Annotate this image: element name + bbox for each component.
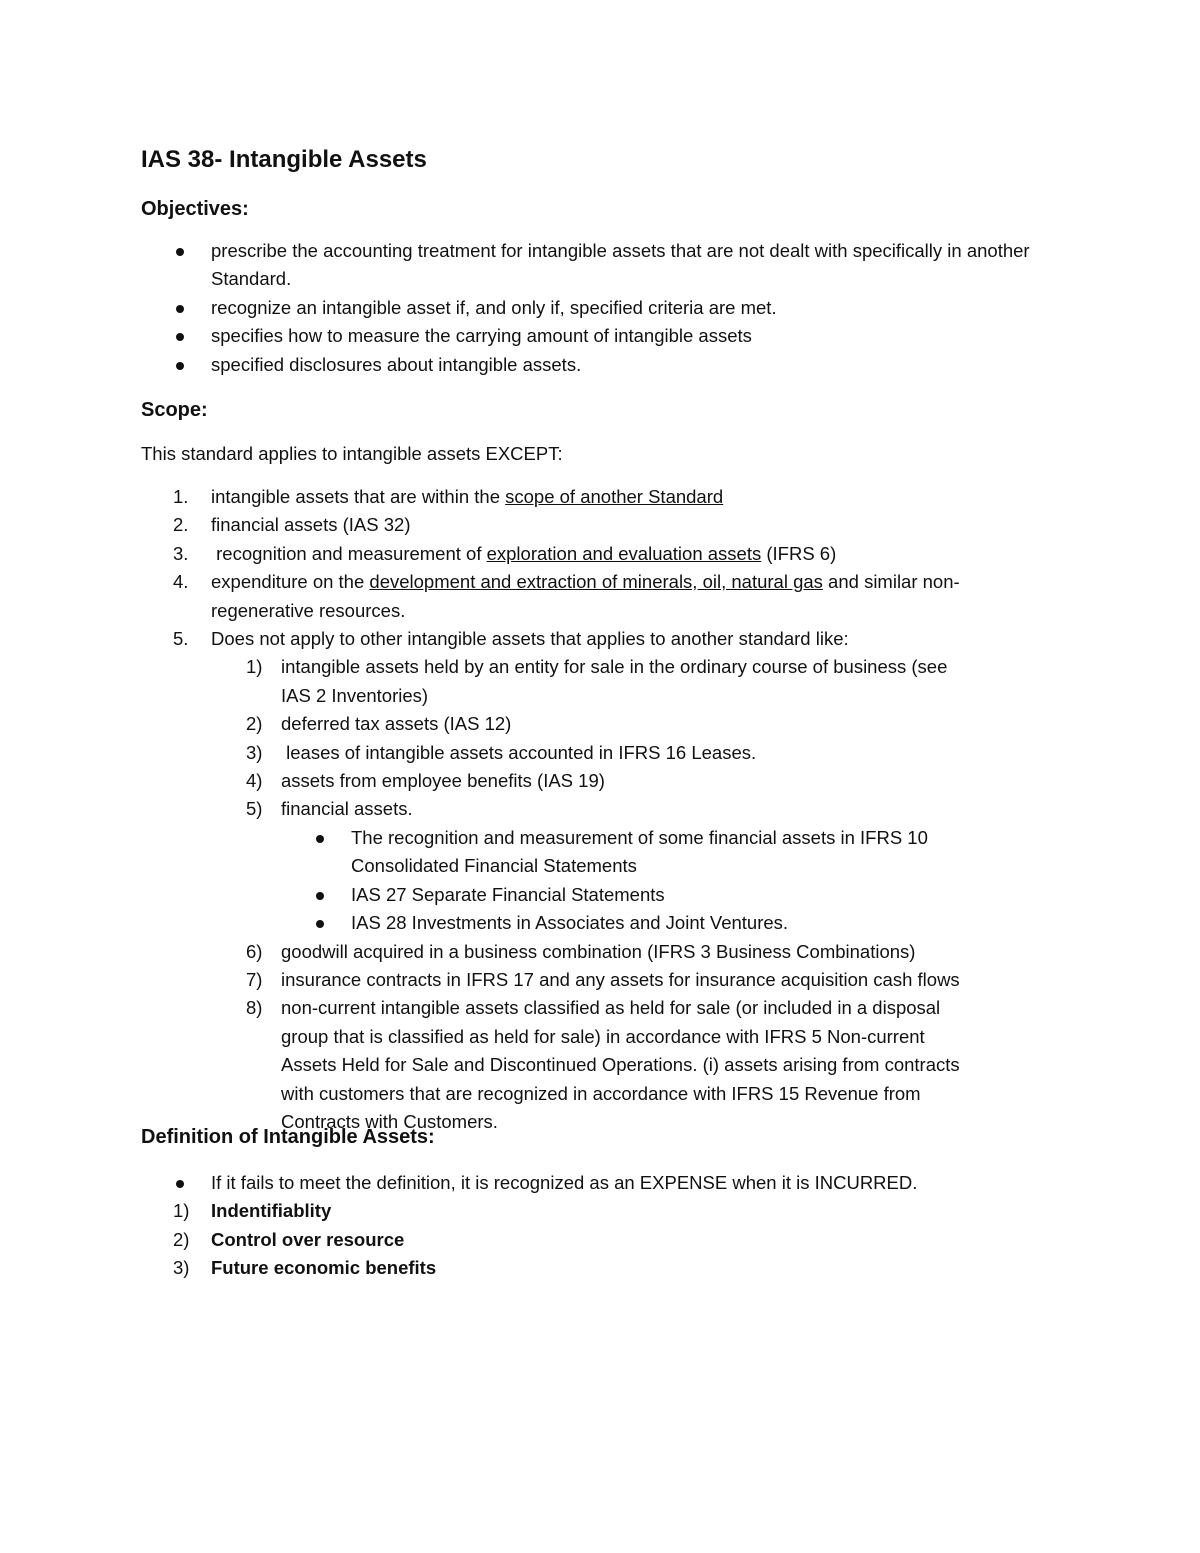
list-item xyxy=(141,483,1041,511)
list-item xyxy=(141,322,1041,350)
list-item xyxy=(141,294,1041,322)
list-number: 1. xyxy=(173,486,189,507)
bullet-icon xyxy=(176,248,184,256)
item-text: The recognition and measurement of some financial assets in IFRS 10 Consolidated Financial Statements xyxy=(351,826,928,877)
bullet-icon xyxy=(176,305,184,313)
definition-list xyxy=(141,1169,1041,1283)
sub-list-item xyxy=(141,653,971,710)
item-text: assets from employee benefits (IAS 19) xyxy=(281,770,605,792)
criteria-text: Control over resource xyxy=(211,1228,405,1250)
nested-bullet-item xyxy=(141,881,971,909)
definition-note: If it fails to meet the definition, it is recognized as an EXPENSE when it is INCURRED. xyxy=(211,1172,918,1193)
underlined-text: scope of another Standard xyxy=(505,486,724,507)
sub-list-item xyxy=(141,966,971,994)
criteria-text: Indentifiablity xyxy=(211,1200,332,1222)
list-item xyxy=(141,511,1041,539)
scope-exceptions-list xyxy=(141,483,1041,1136)
list-item xyxy=(141,237,1041,294)
nested-bullet-item xyxy=(141,824,971,881)
nested-bullet-item xyxy=(141,909,971,937)
list-number: 2) xyxy=(173,1228,190,1250)
item-text: financial assets (IAS 32) xyxy=(211,514,411,536)
scope-intro: This standard applies to intangible assets EXCEPT: xyxy=(141,443,563,464)
list-number: 3. xyxy=(173,542,189,564)
criteria-item xyxy=(141,1254,1041,1282)
objective-text: specified disclosures about intangible assets. xyxy=(211,353,582,375)
item-text: (IFRS 6) xyxy=(761,542,837,564)
objective-text: specifies how to measure the carrying amount of intangible assets xyxy=(211,325,752,347)
list-number: 3) xyxy=(246,741,263,763)
list-item xyxy=(141,351,1041,379)
item-text: financial assets. xyxy=(281,798,413,820)
list-item xyxy=(141,568,1041,625)
scope-heading: Scope: xyxy=(141,399,208,421)
sub-list-item xyxy=(141,938,971,966)
list-number: 3) xyxy=(173,1257,190,1279)
item-text: and similar non-regenerative resources. xyxy=(211,571,960,621)
item-text: Does not apply to other intangible assets that applies to another standard like: xyxy=(211,628,849,650)
objectives-heading: Objectives: xyxy=(141,198,249,220)
sub-list-item xyxy=(141,994,971,1136)
criteria-item xyxy=(141,1226,1041,1254)
list-number: 8) xyxy=(246,997,263,1019)
sub-list-item xyxy=(141,795,971,823)
criteria-text: Future economic benefits xyxy=(211,1257,437,1279)
sub-list-item xyxy=(141,710,971,738)
list-number: 4) xyxy=(246,770,263,792)
list-item xyxy=(141,625,1041,653)
list-number: 5) xyxy=(246,798,263,820)
item-text: non-current intangible assets classified as held for sale (or included in a disposal group that is classified as held for sale) in accordance with IFRS 5 Non-current Assets Held for Sale and Discontinued Operations. (i) assets arising from contracts with customers that are recognized in accordance with IFRS 15 Revenue from Contracts with Customers. xyxy=(281,997,960,1132)
list-number: 1) xyxy=(173,1200,190,1222)
bullet-icon xyxy=(316,835,324,843)
objective-text: prescribe the accounting treatment for intangible assets that are not dealt with specifically in another Standard. xyxy=(211,240,1030,290)
page-title: IAS 38- Intangible Assets xyxy=(141,146,427,173)
underlined-text: development and extraction of minerals, oil, natural gas xyxy=(369,571,823,593)
bullet-icon xyxy=(176,1180,184,1188)
item-text: leases of intangible assets accounted in IFRS 16 Leases. xyxy=(281,741,757,763)
list-number: 1) xyxy=(246,656,263,678)
objectives-list xyxy=(141,237,1041,379)
list-number: 6) xyxy=(246,940,263,962)
sub-list-item xyxy=(141,739,971,767)
item-text: goodwill acquired in a business combination (IFRS 3 Business Combinations) xyxy=(281,940,916,962)
item-text: intangible assets held by an entity for sale in the ordinary course of business (see IAS 2 Inventories) xyxy=(281,656,948,706)
list-number: 4. xyxy=(173,571,189,593)
list-item xyxy=(141,540,1041,568)
bullet-icon xyxy=(316,892,324,900)
item-text: expenditure on the xyxy=(211,571,370,593)
item-text: insurance contracts in IFRS 17 and any assets for insurance acquisition cash flows xyxy=(281,968,960,990)
bullet-icon xyxy=(176,333,184,341)
criteria-item xyxy=(141,1197,1041,1225)
list-number: 2. xyxy=(173,514,189,536)
underlined-text: exploration and evaluation assets xyxy=(486,542,762,564)
item-text: IAS 27 Separate Financial Statements xyxy=(351,883,665,905)
item-text: intangible assets that are within the xyxy=(211,486,506,507)
bullet-icon xyxy=(176,362,184,370)
list-number: 2) xyxy=(246,713,263,735)
item-text: IAS 28 Investments in Associates and Joint Ventures. xyxy=(351,912,789,934)
item-text: deferred tax assets (IAS 12) xyxy=(281,713,512,735)
list-number: 7) xyxy=(246,968,263,990)
list-item xyxy=(141,1169,1041,1197)
item-text: recognition and measurement of xyxy=(211,542,487,564)
list-number: 5. xyxy=(173,628,189,650)
sub-list-item xyxy=(141,767,971,795)
objective-text: recognize an intangible asset if, and only if, specified criteria are met. xyxy=(211,296,777,318)
definition-heading: Definition of Intangible Assets: xyxy=(141,1126,435,1148)
